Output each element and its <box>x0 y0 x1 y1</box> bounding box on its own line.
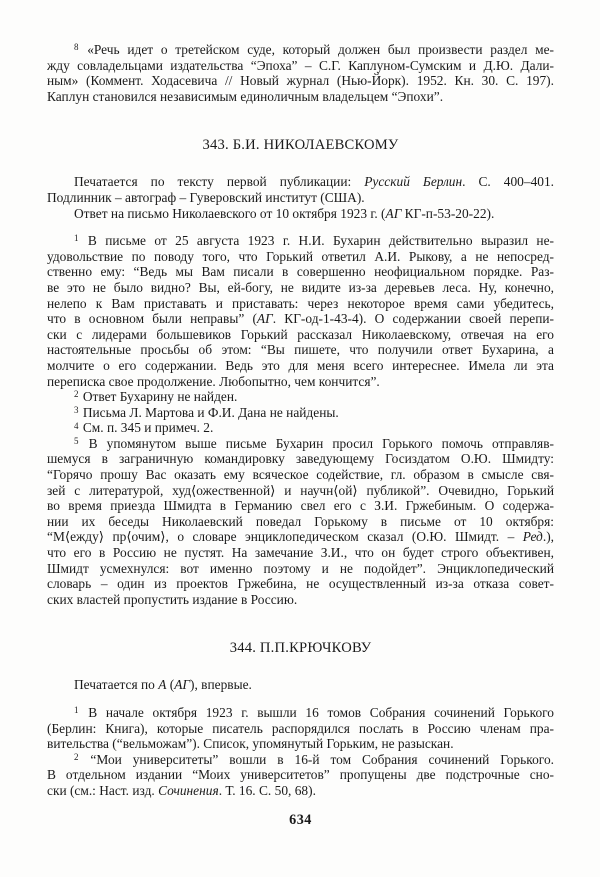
footnote-2-343 <box>47 389 554 405</box>
text-line <box>47 405 554 421</box>
text-line <box>47 545 554 561</box>
text-run: Ответ на письмо Николаевского от 10 октября 1923 г. ( <box>74 205 386 221</box>
text-run: вительства (“вельможам”). Список, упомянутый Горьким, не разыскан. <box>47 736 454 752</box>
text-line <box>47 374 554 390</box>
text-run: жду совладельцами издательства “Эпоха” – С.Г. Каплуном-Сумским и Д.Ю. Дали- <box>47 57 554 73</box>
text-line <box>47 705 554 721</box>
text-run: “М⟨ежду⟩ пр⟨очим⟩, о словаре энциклопедическом сказал (О.Ю. Шмидт. – <box>47 529 523 545</box>
page-number: 634 <box>289 811 312 828</box>
text-run: Каплун становился независимым единоличным владельцем “Эпохи”. <box>47 88 444 104</box>
text-run: словарь – один из проектов Гржебина, не осуществленный из-за отказа совет- <box>47 576 554 592</box>
text-run: Шмидт усмехнулся: вот именно поэтому и не подойдет”. Энциклопедический <box>47 560 554 576</box>
text-run: ( <box>166 677 175 693</box>
text-run: шемуся в заграничную командировку заведующему Госиздатом О.Ю. Шмидту: <box>47 451 554 467</box>
text-run: Письма Л. Мартова и Ф.И. Дана не найдены. <box>79 404 339 420</box>
text-run: . Т. 16. С. 50, 68). <box>218 782 316 798</box>
text-run: Печатается по <box>74 677 159 693</box>
text-run: См. п. 345 и примеч. 2. <box>79 420 214 436</box>
italic-run: АГ <box>385 205 402 221</box>
text-line <box>47 420 554 436</box>
text-line <box>47 296 554 312</box>
text-run: нии их беседы Николаевский поведал Горькому в письме от 10 октября: <box>47 513 554 529</box>
footnote-marker: 1 <box>74 705 79 716</box>
text-run: ным» (Коммент. Ходасевича // Новый журнал (Нью-Йорк). 1952. Кн. 30. С. 197). <box>47 73 554 89</box>
text-run: что его в Россию не пустят. На замечание З.И., что он будет строго объективен, <box>47 545 554 561</box>
text-run: «Речь идет о третейском суде, который должен был произвести раздел ме- <box>79 42 554 57</box>
text-line <box>47 752 554 768</box>
source-note-343-reply <box>47 206 554 222</box>
footnote-3-343 <box>47 405 554 421</box>
footnote-marker: 2 <box>74 389 79 400</box>
text-run: удовольствие по поводу того, что Горький ответил А.И. Рыкову, а не непосред- <box>47 248 554 264</box>
text-line <box>47 42 554 58</box>
footnote-1-344 <box>47 705 554 752</box>
italic-run: Ред <box>522 529 543 545</box>
text-line <box>47 206 554 222</box>
text-line <box>47 451 554 467</box>
text-run: переписка свое продолжение. Любопытно, чем кончится”. <box>47 373 380 389</box>
footnote-marker: 4 <box>74 420 79 431</box>
text-line <box>47 576 554 592</box>
text-line <box>47 677 554 693</box>
footnote-8-continuation <box>47 42 554 104</box>
italic-run: АГ <box>174 677 190 693</box>
text-line <box>47 783 554 799</box>
text-run: Печатается по тексту первой публикации: <box>74 174 365 190</box>
text-line <box>47 467 554 483</box>
text-run: В письме от 25 августа 1923 г. Н.И. Бухарин действительно выразил не- <box>79 233 554 249</box>
text-line <box>47 249 554 265</box>
footnote-marker: 8 <box>74 42 79 53</box>
text-run: (Берлин: Книга), которые писатель распорядился послать в Россию членам пра- <box>47 720 554 736</box>
letter-heading-343 <box>47 136 554 154</box>
text-line <box>47 233 554 249</box>
text-run: ственно ему: “Ведь мы Вам писали в совершенно неофициальном порядке. Раз- <box>47 264 554 280</box>
text-line <box>47 73 554 89</box>
text-run: что в основном были неправы” ( <box>47 311 257 327</box>
text-run: во время приезда Шмидта в Германию свел его с З.И. Гржебиным. О содержа- <box>47 498 554 514</box>
text-line <box>47 639 554 657</box>
text-run: .), <box>542 529 554 545</box>
text-run: настоятельные просьбы об этом: “Вы пишете, что получили ответ Бухарина, а <box>47 342 554 358</box>
text-line <box>47 436 554 452</box>
text-line <box>47 58 554 74</box>
text-line <box>47 280 554 296</box>
text-run: молчите о его содержании. Ведь это для меня всего интереснее. Имела ли эта <box>47 357 554 373</box>
text-line <box>47 174 554 190</box>
text-run: В начале октября 1923 г. вышли 16 томов Собрания сочинений Горького <box>79 705 554 720</box>
text-run: КГ-п-53-20-22). <box>401 205 495 221</box>
text-run: ски с лидерами большевиков Горький рассказал Николаевскому, отвечая на его <box>47 326 554 342</box>
text-line <box>47 264 554 280</box>
text-line <box>47 767 554 783</box>
text-line <box>47 89 554 105</box>
text-run: ски (см.: Наст. изд. <box>47 782 159 798</box>
letter-heading-344 <box>47 639 554 657</box>
footnote-4-343 <box>47 420 554 436</box>
footnote-marker: 1 <box>74 233 79 244</box>
footnote-1-343 <box>47 233 554 389</box>
text-line <box>47 342 554 358</box>
text-line <box>47 190 554 206</box>
source-note-343-publication <box>47 174 554 205</box>
text-run: зей с литературой, худ⟨ожественной⟩ и научн⟨ой⟩ публикой”. Очевидно, Горький <box>47 482 554 498</box>
footnote-marker: 5 <box>74 436 79 447</box>
text-run: “Горячо прошу Вас оказать ему всяческое содействие, гл. образом в смысле свя- <box>47 467 554 483</box>
text-line <box>47 561 554 577</box>
footnote-marker: 3 <box>74 404 79 415</box>
text-line <box>47 483 554 499</box>
italic-run: Русский Берлин <box>364 174 463 190</box>
text-line <box>47 721 554 737</box>
text-run: В упомянутом выше письме Бухарин просил Горького помочь отправляв- <box>79 435 554 451</box>
text-run: 343. Б.И. НИКОЛАЕВСКОМУ <box>202 137 399 154</box>
text-line <box>47 358 554 374</box>
text-line <box>47 592 554 608</box>
italic-run: А <box>158 677 167 693</box>
text-run: “Мои университеты” вошли в 16-й том Собрания сочинений Горького. <box>79 751 554 767</box>
source-note-344-publication <box>47 677 554 693</box>
footnote-5-343 <box>47 436 554 608</box>
text-line <box>47 311 554 327</box>
italic-run: Сочинения <box>158 782 219 798</box>
text-run: ), впервые. <box>190 677 252 693</box>
text-line <box>47 136 554 154</box>
text-line <box>47 498 554 514</box>
text-run: . КГ-од-1-43-4). О содержании своей перепи- <box>272 311 554 327</box>
text-run: нелепо к Вам приставать и приставать: через некоторое время сами убедитесь, <box>47 295 554 311</box>
text-line <box>47 529 554 545</box>
footnote-marker: 2 <box>74 752 79 763</box>
text-run: Ответ Бухарину не найден. <box>79 389 238 405</box>
text-run: ве это не было видно? Вы, ей-богу, не видите из-за деревьев леса. Ну, конечно, <box>47 279 554 295</box>
text-run: ских властей пропустить издание в Россию. <box>47 591 298 607</box>
italic-run: АГ <box>256 311 273 327</box>
text-run: В отдельном издании “Моих университетов” пропущены две подстрочные сно- <box>47 767 554 783</box>
footnote-2-344 <box>47 752 554 799</box>
text-run: . С. 400–401. <box>462 174 554 190</box>
text-line <box>47 736 554 752</box>
page-content <box>47 42 554 799</box>
text-line <box>47 514 554 530</box>
text-line <box>47 389 554 405</box>
text-run: 344. П.П.КРЮЧКОВУ <box>229 640 372 657</box>
text-line <box>47 327 554 343</box>
text-run: Подлинник – автограф – Гуверовский институт (США). <box>47 189 365 205</box>
